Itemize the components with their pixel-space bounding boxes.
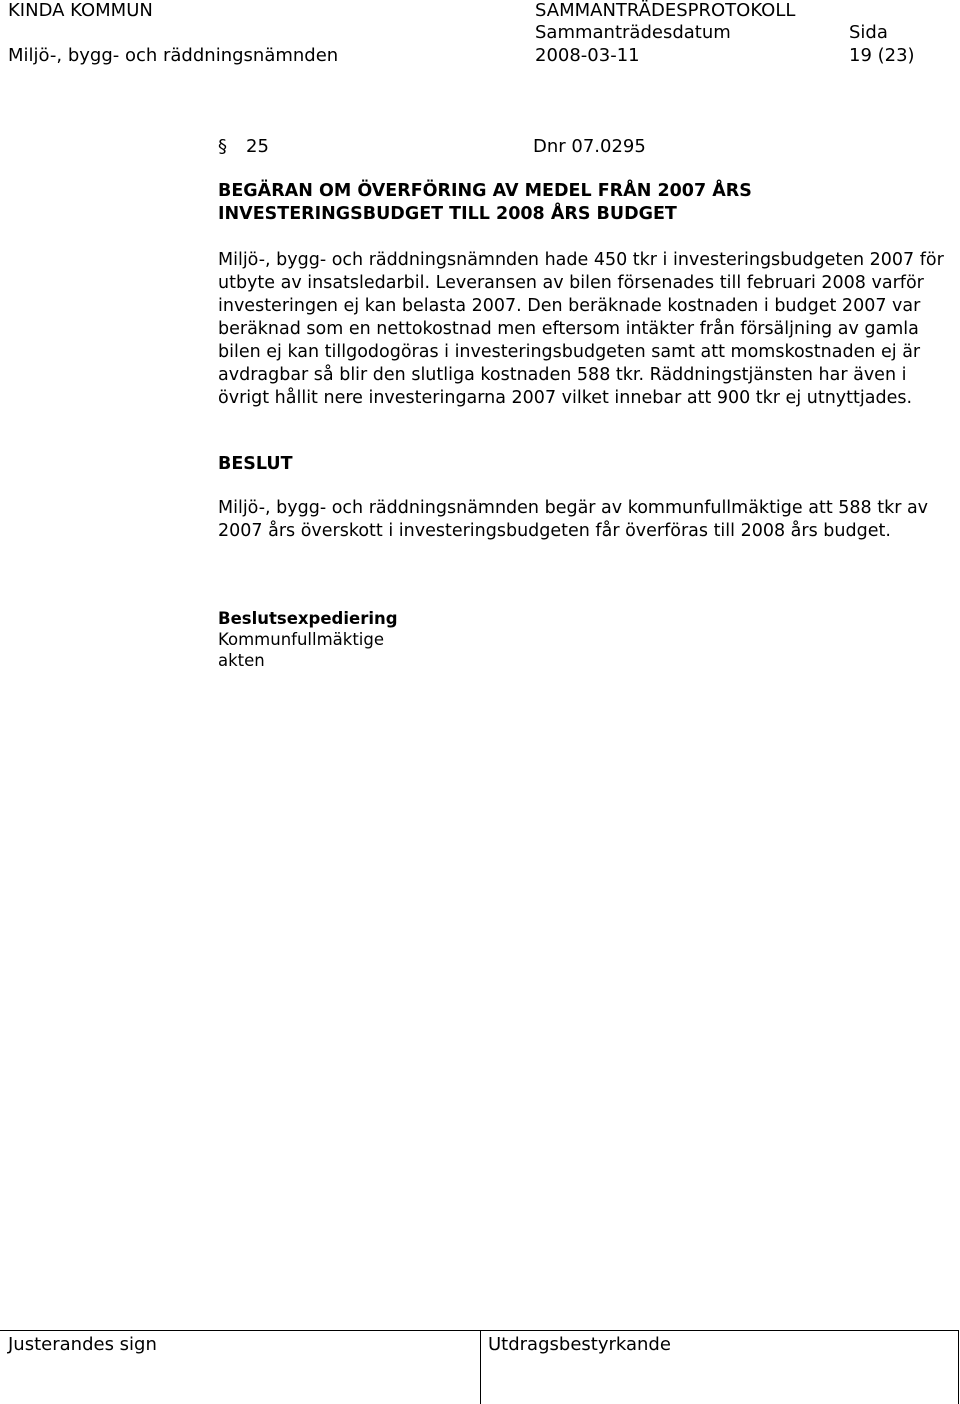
date-label: Sammanträdesdatum [535, 22, 731, 43]
item-title-line1: BEGÄRAN OM ÖVERFÖRING AV MEDEL FRÅN 2007 ÅRS [218, 181, 752, 201]
decision-text: Miljö-, bygg- och räddningsnämnden begär av kommunfullmäktige att 588 tkr av 2007 års överskott i investeringsbudgeten får överföras till 2008 års budget. [218, 498, 929, 541]
footer-divider [480, 1330, 481, 1404]
page-number: 19 (23) [849, 45, 915, 66]
committee-name: Miljö-, bygg- och räddningsnämnden [8, 45, 339, 66]
page-label: Sida [849, 22, 888, 43]
distribution-item: Kommunfullmäktige [218, 630, 385, 649]
distribution-item: akten [218, 651, 265, 670]
item-number: 25 [246, 136, 269, 157]
distribution-heading: Beslutsexpediering [218, 609, 398, 628]
extract-certification-label: Utdragsbestyrkande [488, 1334, 671, 1355]
signature-label: Justerandes sign [8, 1334, 157, 1355]
section-symbol: § [218, 136, 227, 157]
item-title-line2: INVESTERINGSBUDGET TILL 2008 ÅRS BUDGET [218, 204, 677, 224]
case-number: Dnr 07.0295 [533, 136, 646, 157]
item-body: Miljö-, bygg- och räddningsnämnden hade 450 tkr i investeringsbudgeten 2007 för utbyte av insatsledarbil. Leveransen av bilen försenades till februari 2008 varför investeringen ej kan belasta 2007. Den beräknade kostnaden i budget 2007 var beräknad som en nettokostnad men eftersom intäkter från försäljning av gamla bilen ej kan tillgodogöras i investeringsbudgeten samt att momskostnaden ej är avdragbar så blir den slutliga kostnaden 588 tkr. Räddningstjänsten har även i övrigt hållit nere investeringarna 2007 vilket innebar att 900 tkr ej utnyttjades. [218, 250, 944, 408]
document-type: SAMMANTRÄDESPROTOKOLL [535, 0, 796, 21]
org-name: KINDA KOMMUN [8, 0, 153, 21]
decision-heading: BESLUT [218, 454, 293, 474]
meeting-date: 2008-03-11 [535, 45, 640, 66]
